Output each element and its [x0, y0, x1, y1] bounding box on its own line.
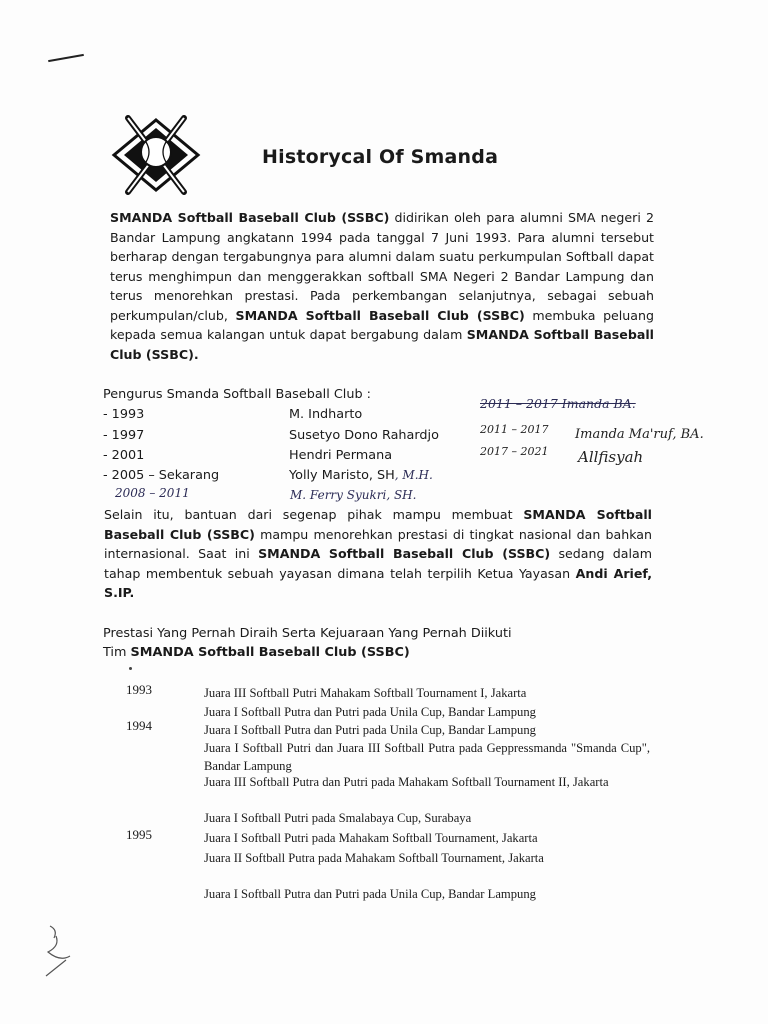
handwritten-struck-note: 2011 – 2017 Imanda BA. — [480, 396, 636, 411]
management-name: Susetyo Dono Rahardjo — [289, 428, 439, 443]
management-period: - 1993 — [103, 407, 145, 422]
ink-dot — [129, 667, 132, 670]
achievement-year: 1994 — [126, 718, 152, 733]
handwritten-period: 2017 – 2021 — [480, 445, 549, 458]
intro-text: didirikan oleh para alumni SMA negeri 2 Bandar Lampung angkatann 1994 pada tanggal 7 Juni 1993. Para alumni tersebut berharap dengan tergabungnya para alumni dalam suatu perkumpulan Softball dapat terus menghimpun dan menggerakkan softball SMA Negeri 2 Bandar Lampung dan terus menorehkan prestasi. Pada perkembangan selanjutnya, sebagai sebuah perkumpulan/club, — [110, 210, 654, 323]
achievement-year: 1995 — [126, 827, 152, 842]
intro-paragraph — [110, 208, 654, 364]
achievement-year: 1993 — [126, 682, 152, 697]
achievement-item: Juara I Softball Putra dan Putri pada Unila Cup, Bandar Lampung — [204, 887, 536, 901]
crossed-bats-baseball-logo-icon — [108, 114, 204, 196]
handwritten-suffix: , M.H. — [394, 468, 433, 482]
club-name: SMANDA Softball Baseball Club (SSBC) — [235, 307, 525, 323]
management-row — [103, 428, 439, 443]
management-period: - 2001 — [103, 448, 145, 463]
handwritten-name: M. Ferry Syukri, SH. — [290, 488, 417, 502]
achievements-heading-line: Prestasi Yang Pernah Diraih Serta Kejuaraan Yang Pernah Diikuti — [103, 626, 512, 641]
club-name: SMANDA Softball Baseball Club (SSBC) — [110, 210, 390, 225]
support-text: mampu menorehkan prestasi di tingkat nasional dan bahkan internasional. Saat ini — [104, 526, 652, 561]
handwritten-period: 2011 – 2017 — [480, 423, 549, 436]
management-row — [103, 448, 392, 463]
club-name: SMANDA Softball Baseball Club (SSBC). — [110, 327, 654, 362]
handwritten-name: Imanda Ma'ruf, BA. — [575, 427, 704, 442]
management-row — [103, 407, 362, 422]
management-name: Yolly Maristo, SH — [289, 468, 395, 483]
achievements-heading — [103, 624, 512, 662]
handwritten-name: Allfisyah — [578, 448, 644, 466]
club-name: SMANDA Softball Baseball Club (SSBC) — [130, 645, 410, 660]
management-heading: Pengurus Smanda Softball Baseball Club : — [103, 387, 371, 402]
support-text: sedang dalam tahap membentuk sebuah yayasan dimana telah terpilih Ketua Yayasan — [104, 546, 652, 581]
club-name: SMANDA Softball Baseball Club (SSBC) — [258, 546, 551, 561]
handwritten-period: 2008 – 2011 — [115, 486, 190, 500]
support-text: Selain itu, bantuan dari segenap pihak mampu membuat — [104, 507, 513, 522]
achievement-item: Juara III Softball Putra dan Putri pada Mahakam Softball Tournament II, Jakarta — [204, 775, 609, 789]
achievement-item: Juara I Softball Putra dan Putri pada Unila Cup, Bandar Lampung — [204, 705, 536, 719]
management-row — [103, 468, 433, 483]
achievement-item: Juara I Softball Putri pada Mahakam Softball Tournament, Jakarta — [204, 831, 538, 845]
chairman-name: Andi Arief, S.IP. — [104, 565, 652, 600]
page-title: Historycal Of Smanda — [262, 146, 499, 168]
achievement-item: Juara II Softball Putra pada Mahakam Softball Tournament, Jakarta — [204, 851, 544, 865]
management-period: - 2005 – Sekarang — [103, 468, 220, 483]
pen-dash-mark — [48, 54, 84, 62]
intro-text: membuka peluang kepada semua kalangan untuk dapat bergabung dalam — [110, 307, 654, 342]
pen-scribble-mark — [40, 922, 80, 984]
achievement-item: Juara I Softball Putri dan Juara III Softball Putra pada Geppressmanda "Smanda Cup", Bandar Lampung — [204, 741, 650, 773]
achievement-item: Juara I Softball Putra dan Putri pada Unila Cup, Bandar Lampung — [204, 723, 536, 737]
management-name: M. Indharto — [289, 407, 363, 422]
club-name: SMANDA Softball Baseball Club (SSBC) — [104, 507, 652, 542]
support-paragraph — [104, 505, 652, 603]
management-name: Hendri Permana — [289, 448, 393, 463]
achievement-item: Juara III Softball Putri Mahakam Softball Tournament I, Jakarta — [204, 686, 527, 700]
achievement-item: Juara I Softball Putri pada Smalabaya Cup, Surabaya — [204, 811, 472, 825]
management-period: - 1997 — [103, 428, 145, 443]
achievements-heading-line: Tim SMANDA Softball Baseball Club (SSBC) — [103, 645, 410, 660]
